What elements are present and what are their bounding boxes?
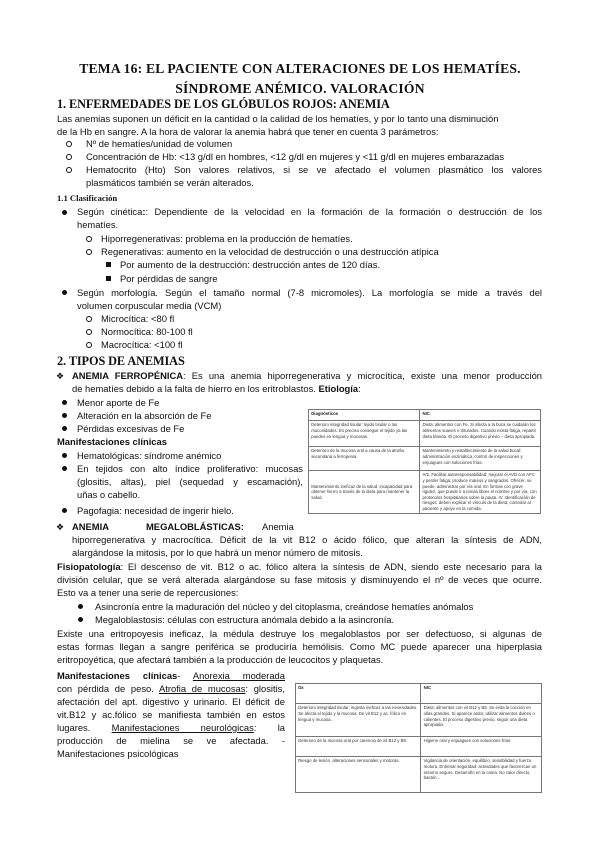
fisiopatologia-line-2: división celular, que se verá alterada alargándose su fase mitosis y disminuyendo el nº de veces que ocurre. — [57, 574, 542, 585]
intro-line-1: Las anemias suponen un déficit en la cantidad o la calidad de los hematíes, y por lo tanto una disminución — [57, 113, 499, 124]
bullet-dot-icon — [78, 604, 83, 609]
section-1-heading: 1. ENFERMEDADES DE LOS GLÓBULOS ROJOS: ANEMIA — [57, 97, 390, 111]
hiporregenerativas: Hiporregenerativas: problema en la producción de hematíes. — [101, 233, 353, 244]
table-header: Dx — [296, 684, 421, 704]
bullet-dot-icon — [62, 413, 67, 418]
bullet-dot-icon — [78, 617, 83, 622]
cinetica-line: Según cinética:: Dependiente de la velocidad en la formación de la formación o destrucción de los — [77, 206, 542, 217]
mc-text: con pérdida de peso. — [57, 683, 154, 694]
mc-text-4: : la — [253, 722, 286, 733]
manifestacion-item: Pagofagia: necesidad de ingerir hielo. — [77, 505, 234, 516]
mc-text-2: : glositis, — [245, 683, 285, 694]
regenerativas: Regenerativas: aumento en la velocidad de destrucción o una destrucción atípica — [101, 246, 439, 257]
eritropoyesis-line-1: Existe una eritropoyesis ineficaz, la médula destruye los megaloblastos por ser defectuoso, si algunas de — [57, 628, 542, 639]
bullet-dot-icon — [62, 508, 67, 513]
megaloblastica-text-1: Anemia — [262, 521, 294, 532]
cinetica-label: Según cinética — [77, 206, 143, 217]
table-cell: Deterioro de la mucosa oral a causa de la atrofia secundaria a ferropenia. — [309, 447, 420, 471]
table-cell: Deterioro de la mucosa oral por carencia de vit B12 y B9. — [296, 737, 421, 757]
eritropoyesis-line-2: estas formas llegan a sangre periférica se produciría hemólisis. Como MC puede aparecer una hiperplasia — [57, 641, 542, 652]
table-cell: Deterioro integridad tisular: ingesta ineficaz a las necesidades. Se afecta el tejido y la mucosa. De vit B12 y ac. fólico en lengua y mucosa. — [296, 704, 421, 737]
mc-line-4: vit.B12 y ac.fólico se manifiesta también en estos — [57, 709, 285, 720]
etiologia-item: Menor aporte de Fe — [77, 397, 160, 408]
bullet-square-icon — [106, 276, 111, 281]
table-header: NIC — [420, 410, 541, 421]
mc-text-3: lugares. — [57, 722, 91, 733]
table-cell: Deterioro integridad tisular: tejido tisular o las mucosidades. Es preciso conseguir el tejido ya las puedes en lengua y mucosas. — [309, 421, 420, 447]
table-cell: Mantenimiento ineficaz de la salud, incapacidad para obtener hierro a través de la dieta para mantener la salud. — [309, 471, 420, 514]
bullet-circle-icon — [66, 141, 72, 147]
etiologia-item: Pérdidas excesivas de Fe — [77, 423, 185, 434]
fisiopatologia-label: Fisiopatología — [57, 561, 121, 572]
bullet-circle-icon — [86, 249, 92, 255]
epitelial-line-1: En tejidos con alto índice proliferativo: mucosas — [77, 463, 303, 474]
mc-line-3: afectación del apt. digestivo y urinario. El déficit de — [57, 696, 285, 707]
intro-line-2: de la Hb en sangre. A la hora de valorar la anemia habrá que tener en cuenta 3 parámetros: — [57, 126, 439, 137]
etiologia-label: Etiología — [318, 383, 359, 394]
etiologia-item: Alteración en la absorción de Fe — [77, 410, 212, 421]
param-item: Nº de hematíes/unidad de volumen — [86, 138, 233, 149]
param-item: Hematocrito (Hto) Son valores relativos, si se ve afectado el volumen plasmático los valores — [86, 164, 542, 175]
epitelial-line-2: (glositis, altas), piel (sequedad y escamación), — [77, 476, 303, 487]
param-item: Concentración de Hb: <13 g/dl en hombres, <12 g/dl en mujeres y <11 g/dl en mujeres embarazadas — [86, 151, 505, 162]
table-cell: Riesgo de lesión, alteraciones sensoriales y motoras. — [296, 757, 421, 793]
table-cell: Mantenimiento y restablecimiento de la salud bucal: administración enzimática, control de inspecciones y enjuagues con soluciones frías. — [420, 447, 541, 471]
diamond-bullet-icon: ❖ — [56, 522, 65, 532]
manifestaciones-heading: Manifestaciones clínicas — [57, 436, 167, 447]
param-item-cont: plasmáticos también se verán alterados. — [86, 177, 254, 188]
bullet-dot-icon — [62, 290, 67, 295]
regen-destruccion: Por aumento de la destrucción: destrucción antes de 120 días. — [120, 259, 381, 270]
mc-line-2 — [57, 683, 285, 696]
table-header: Diagnósticos — [309, 410, 420, 421]
page-title: TEMA 16: EL PACIENTE CON ALTERACIONES DE LOS HEMATÍES. — [79, 61, 521, 76]
table-cell: Vigilancia de orientación, equilibrio, sensibilidad y fuerza motora. Entrenar seguridad: actividades que favorezcan un entorno seguro. Desarrollo en la cama. No calor directo, bastón... — [421, 757, 542, 793]
bullet-circle-icon — [86, 342, 92, 348]
ferropenica-label: ANEMIA FERROPÉNICA — [72, 370, 184, 381]
bullet-circle-icon — [66, 167, 72, 173]
bullet-dot-icon — [62, 466, 67, 471]
megaloblastica-label-2: MEGALOBLÁSTICAS: — [146, 521, 244, 532]
mc-line-1: Manifestaciones clínicas- Anorexia moderada — [57, 670, 285, 681]
regen-perdidas: Por pérdidas de sangre — [120, 273, 218, 284]
microcitica: Microcítica: <80 fl — [101, 313, 175, 324]
fisiopatologia-line-1 — [57, 561, 542, 574]
bullet-square-icon — [106, 262, 111, 267]
normocitica: Normocítica: 80-100 fl — [101, 326, 193, 337]
page-subtitle: SÍNDROME ANÉMICO. VALORACIÓN — [175, 81, 425, 96]
manifestacion-item: Hematológicas: síndrome anémico — [77, 450, 222, 461]
ferropenica-text: : Es una anemia hiporregenerativa y microcítica, existe una menor producción — [183, 370, 543, 381]
mc-line-7: Manifestaciones psicológicas — [57, 748, 179, 759]
bullet-dot-icon — [62, 453, 67, 458]
table-cell: Dieta: alimentos con vit B12 y B9. Se evita la cocción en ollas grandes. Si aparece ardor, utilizar alimentos dulces o calientes. El proceso digestivo previo, seguir una dieta apropiada. — [421, 704, 542, 737]
fisiopatologia-text: : El descenso de vit. B12 o ac. fólico altera la síntesis de ADN, siendo este necesario para la — [120, 561, 542, 572]
nursing-table-ferropenica — [308, 409, 541, 514]
repercusion-item: Asincronía entre la maduración del núcleo y del citoplasma, creándose hematíes anómalos — [95, 601, 474, 612]
ferropenica-cont: de hematíes debido a la falta de hierro en los eritroblastos. Etiología: — [72, 383, 361, 394]
bullet-circle-icon — [86, 236, 92, 242]
mc-neurologicas: Manifestaciones neurológicas — [111, 722, 254, 733]
macrocitica: Macrocítica: <100 fl — [101, 339, 183, 350]
morfologia-cont: volumen corpuscular media (VCM) — [77, 300, 222, 311]
bullet-dot-icon — [62, 400, 67, 405]
megaloblastica-text-3: alargándose la mitosis, por lo que habrá un menor número de mitosis. — [72, 547, 363, 558]
cinetica-text: : Dependiente de la velocidad en la formación de la formación o destrucción de los — [145, 206, 542, 217]
megaloblastica-label: ANEMIA — [72, 521, 109, 532]
mc-line-5 — [57, 722, 285, 735]
table-cell: IV2. Facilitar autoresponsabilidad: mejorar el AVD con AFC y perder fatiga; produce mareos y sangrados. Ofrecer, se puede, administrar por vía oral. En formas con grave rigidez, que puede ir a tomas libres el nombre y por vía, con protocolos hospitalarios sobre la pauta. IV. Identificación de riesgos: deben explicar el vínculo de la dieta; controlar al paciente y apoyo en la comida. — [420, 471, 541, 514]
table-header: NIC — [421, 684, 542, 704]
subsection-heading: 1.1 Clasificación — [57, 193, 118, 203]
ferropenica-text-2: de hematíes debido a la falta de hierro en los eritroblastos. — [72, 383, 316, 394]
cinetica-cont: hematíes. — [77, 219, 119, 230]
repercusion-item: Megaloblastosis: células con estructura anómala debido a la asincronía. — [95, 614, 395, 625]
bullet-circle-icon — [66, 154, 72, 160]
ferropenica-line — [72, 370, 542, 383]
bullet-circle-icon — [86, 329, 92, 335]
mc-anorexia: Anorexia moderada — [192, 670, 285, 681]
fisiopatologia-line-3: Esto va a tener una serie de repercusiones: — [57, 587, 239, 598]
table-cell: Dieta: alimentos con Fe. Si afecta a la boca se cuidarán los alimentos suaves o triturados. Cuando exista fatiga, repartir dieta blanda. El proceso digestivo previo – dieta apropiada. — [420, 421, 541, 447]
diamond-bullet-icon: ❖ — [56, 371, 65, 381]
bullet-circle-icon — [86, 316, 92, 322]
mc-line-6: producción de mielina se ve afectada. - — [57, 735, 285, 746]
eritropoyesis-line-3: eritropoyética, que afectará también a la producción de leucocitos y plaquetas. — [57, 654, 384, 665]
mc-label: Manifestaciones clínicas — [57, 670, 178, 681]
megaloblastica-text-2: hiporregenerativa y macrocítica. Déficit de la vit B12 o ácido fólico, que alteran la síntesis de ADN, — [72, 534, 542, 545]
table-cell: Higiene oral y enjuagues con soluciones frías. — [421, 737, 542, 757]
morfologia-line: Según morfología. Según el tamaño normal (7-8 micromoles). La morfología se mide a través del — [77, 287, 542, 298]
mc-atrofia: Atrofia de mucosas — [159, 683, 246, 694]
epitelial-line-3: uñas o cabello. — [77, 489, 141, 500]
section-2-heading: 2. TIPOS DE ANEMIAS — [57, 354, 185, 368]
bullet-dot-icon — [62, 426, 67, 431]
nursing-table-megaloblastica — [295, 683, 542, 793]
bullet-dot-icon — [62, 210, 67, 215]
